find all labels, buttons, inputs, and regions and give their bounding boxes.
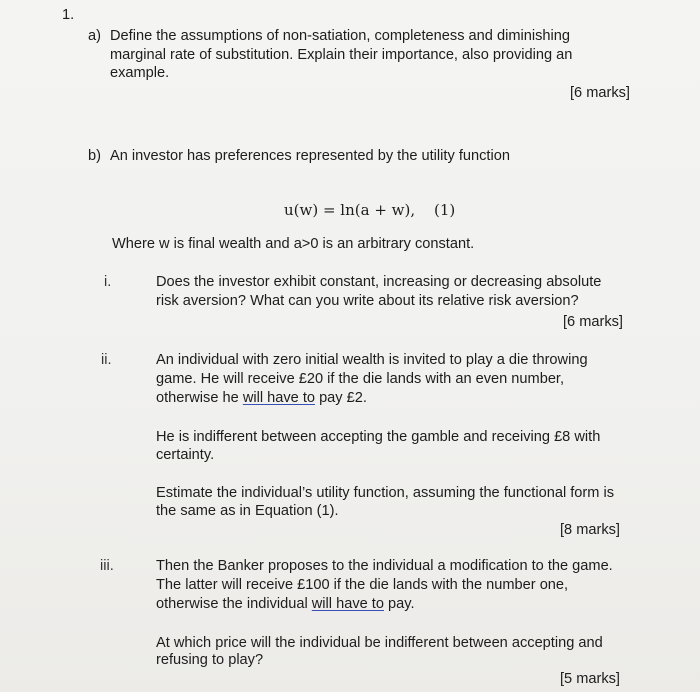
part-a-marks: [6 marks] (569, 85, 630, 101)
item-iii-underlined-phrase: will have to (311, 596, 384, 612)
item-ii-underlined-phrase: will have to (242, 390, 316, 406)
item-ii-marks: [8 marks] (559, 522, 620, 538)
item-iii-text: otherwise the individual (156, 596, 312, 612)
item-iii-line: The latter will receive £100 if the die lands with the number one, (156, 577, 569, 593)
item-i-line: Does the investor exhibit constant, increasing or decreasing absolute (156, 274, 602, 290)
equation-number: (1) (434, 201, 456, 219)
item-ii-line: game. He will receive £20 if the die lands with an even number, (156, 371, 565, 387)
item-iii-line: Then the Banker proposes to the individual a modification to the game. (156, 558, 613, 574)
item-ii-line: the same as in Equation (1). (156, 503, 339, 519)
item-ii-line: He is indifferent between accepting the gamble and receiving £8 with (156, 429, 601, 445)
item-iii-numeral: iii. (100, 558, 114, 574)
item-ii-line: An individual with zero initial wealth is invited to play a die throwing (156, 352, 588, 368)
item-ii-line: certainty. (156, 447, 215, 463)
where-text: Where w is final wealth and a>0 is an arbitrary constant. (112, 236, 475, 252)
item-iii-text: pay. (383, 596, 415, 612)
part-a-line: Define the assumptions of non-satiation, completeness and diminishing (110, 28, 570, 44)
item-ii-text: otherwise he (156, 390, 243, 406)
item-i-line: risk aversion? What can you write about its relative risk aversion? (156, 293, 579, 309)
item-iii-line: At which price will the individual be indifferent between accepting and (156, 635, 603, 651)
part-a-line: marginal rate of substitution. Explain their importance, also providing an (110, 47, 573, 63)
item-iii-marks: [5 marks] (559, 671, 620, 687)
item-i-numeral: i. (104, 274, 112, 290)
item-ii-text: pay £2. (315, 390, 367, 406)
item-i-marks: [6 marks] (562, 314, 623, 330)
question-number: 1. (62, 7, 75, 23)
utility-equation: u(w) = ln(a + w), (284, 201, 416, 219)
item-ii-line: Estimate the individual’s utility function, assuming the functional form is (156, 485, 615, 501)
part-b-intro: An investor has preferences represented by the utility function (110, 148, 510, 164)
part-a-line: example. (110, 65, 170, 81)
part-b-label: b) (88, 148, 101, 164)
item-iii-line (156, 595, 415, 614)
item-ii-numeral: ii. (101, 352, 112, 368)
item-iii-line: refusing to play? (156, 652, 264, 668)
part-a-label: a) (88, 28, 101, 44)
item-ii-line (156, 389, 367, 408)
